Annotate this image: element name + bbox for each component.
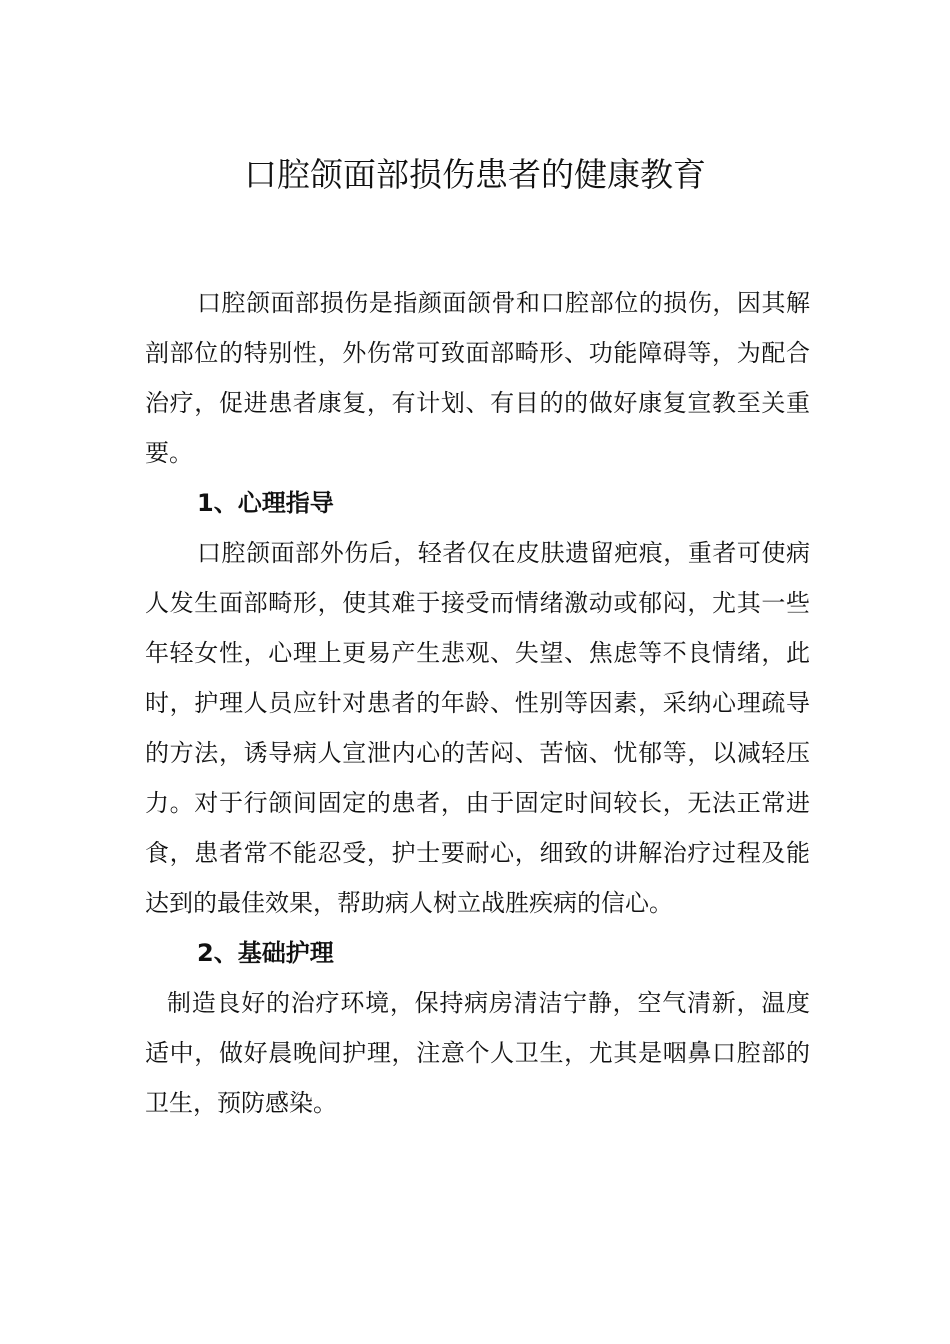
document-body xyxy=(145,278,810,1128)
section-heading-psychological-guidance: 1、心理指导 xyxy=(197,489,334,517)
section-paragraph-psychological-guidance: 口腔颌面部外伤后，轻者仅在皮肤遗留疤痕，重者可使病人发生面部畸形，使其难于接受而情绪激动或郁闷，尤其一些年轻女性，心理上更易产生悲观、失望、焦虑等不良情绪，此时，护理人员应针对患者的年龄、性别等因素，采纳心理疏导的方法，诱导病人宣泄内心的苦闷、苦恼、忧郁等，以减轻压力。对于行颌间固定的患者，由于固定时间较长，无法正常进食，患者常不能忍受，护士要耐心，细致的讲解治疗过程及能达到的最佳效果，帮助病人树立战胜疾病的信心。 xyxy=(145,539,810,917)
section-heading-basic-care: 2、基础护理 xyxy=(197,939,334,967)
section-paragraph-basic-care: 制造良好的治疗环境，保持病房清洁宁静，空气清新，温度适中，做好晨晚间护理，注意个人卫生，尤其是咽鼻口腔部的卫生，预防感染。 xyxy=(145,989,810,1117)
document-title: 口腔颌面部损伤患者的健康教育 xyxy=(244,155,706,194)
intro-paragraph: 口腔颌面部损伤是指颜面颌骨和口腔部位的损伤，因其解剖部位的特别性，外伤常可致面部畸形、功能障碍等，为配合治疗，促进患者康复，有计划、有目的的做好康复宣教至关重要。 xyxy=(145,289,810,467)
